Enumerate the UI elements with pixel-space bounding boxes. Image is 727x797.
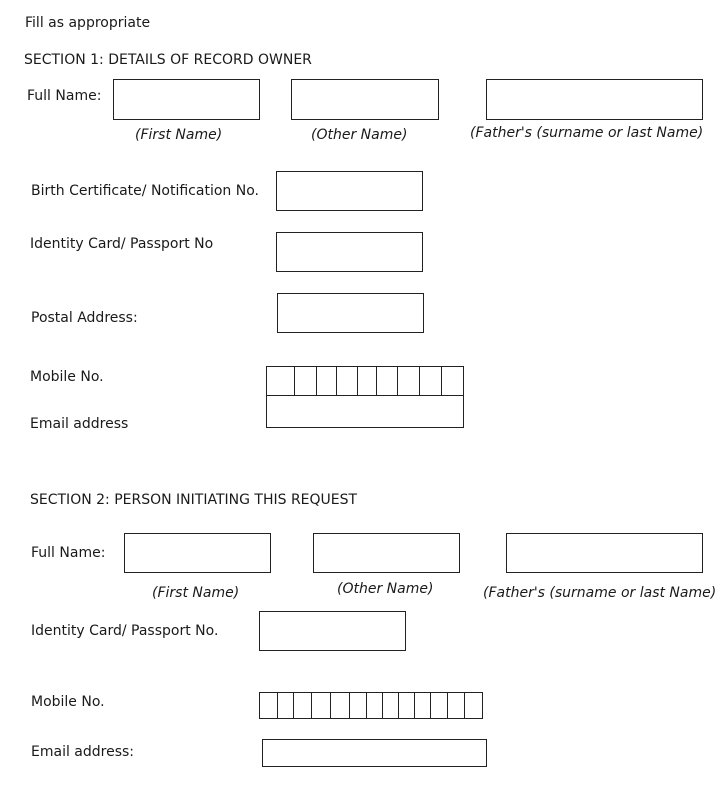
section2-title: SECTION 2: PERSON INITIATING THIS REQUEST (30, 492, 358, 508)
s2-full-name-label: Full Name: (31, 545, 106, 561)
s2-father-name-field[interactable] (506, 533, 703, 573)
s1-father-name-field[interactable] (486, 79, 703, 120)
s1-postal-address-label: Postal Address: (31, 310, 138, 326)
s1-id-card-field[interactable] (276, 232, 423, 272)
s2-email-field[interactable] (262, 739, 487, 767)
s2-mobile-digit-cell[interactable] (312, 693, 331, 718)
s2-mobile-label: Mobile No. (31, 694, 105, 710)
s2-mobile-digit-cell[interactable] (448, 693, 465, 718)
s1-birth-cert-field[interactable] (276, 171, 423, 211)
s1-postal-address-field[interactable] (277, 293, 424, 333)
section1-title: SECTION 1: DETAILS OF RECORD OWNER (24, 52, 312, 68)
s1-id-card-label: Identity Card/ Passport No (30, 236, 214, 252)
s1-mobile-digit-cell[interactable] (337, 367, 358, 395)
s1-mobile-digit-cell[interactable] (358, 367, 378, 395)
s1-mobile-digit-grid[interactable] (266, 366, 464, 396)
form-instruction: Fill as appropriate (25, 15, 151, 31)
s2-mobile-digit-cell[interactable] (465, 693, 483, 718)
s1-mobile-digit-cell[interactable] (267, 367, 295, 395)
s1-mobile-digit-cell[interactable] (317, 367, 337, 395)
s2-mobile-digit-cell[interactable] (331, 693, 350, 718)
s1-mobile-digit-cell[interactable] (442, 367, 464, 395)
s2-mobile-digit-cell[interactable] (399, 693, 415, 718)
s2-mobile-digit-grid[interactable] (259, 692, 483, 719)
s2-mobile-digit-cell[interactable] (367, 693, 384, 718)
s2-mobile-digit-cell[interactable] (431, 693, 448, 718)
s2-mobile-digit-cell[interactable] (260, 693, 278, 718)
s2-father-name-caption: (Father's (surname or last Name) (483, 585, 717, 601)
s2-other-name-caption: (Other Name) (337, 581, 434, 597)
s2-email-label: Email address: (31, 744, 135, 760)
s2-mobile-digit-cell[interactable] (294, 693, 312, 718)
s1-birth-cert-label: Birth Certificate/ Notification No. (31, 183, 259, 199)
s2-mobile-digit-cell[interactable] (350, 693, 367, 718)
s1-mobile-label: Mobile No. (30, 369, 104, 385)
s2-mobile-digit-cell[interactable] (278, 693, 294, 718)
s1-email-field[interactable] (266, 395, 464, 428)
s1-mobile-digit-cell[interactable] (377, 367, 398, 395)
s2-id-card-label: Identity Card/ Passport No. (31, 623, 219, 639)
s1-mobile-digit-cell[interactable] (398, 367, 420, 395)
s1-mobile-digit-cell[interactable] (295, 367, 317, 395)
s1-mobile-digit-cell[interactable] (420, 367, 442, 395)
s1-full-name-label: Full Name: (27, 88, 102, 104)
s1-other-name-caption: (Other Name) (311, 127, 408, 143)
s1-first-name-caption: (First Name) (135, 127, 223, 143)
s1-other-name-field[interactable] (291, 79, 439, 120)
s2-mobile-digit-cell[interactable] (383, 693, 399, 718)
s2-first-name-field[interactable] (124, 533, 271, 573)
s1-email-label: Email address (30, 416, 129, 432)
s2-id-card-field[interactable] (259, 611, 406, 651)
s2-first-name-caption: (First Name) (152, 585, 240, 601)
s1-first-name-field[interactable] (113, 79, 260, 120)
s1-father-name-caption: (Father's (surname or last Name) (470, 125, 704, 141)
s2-mobile-digit-cell[interactable] (415, 693, 431, 718)
s2-other-name-field[interactable] (313, 533, 460, 573)
